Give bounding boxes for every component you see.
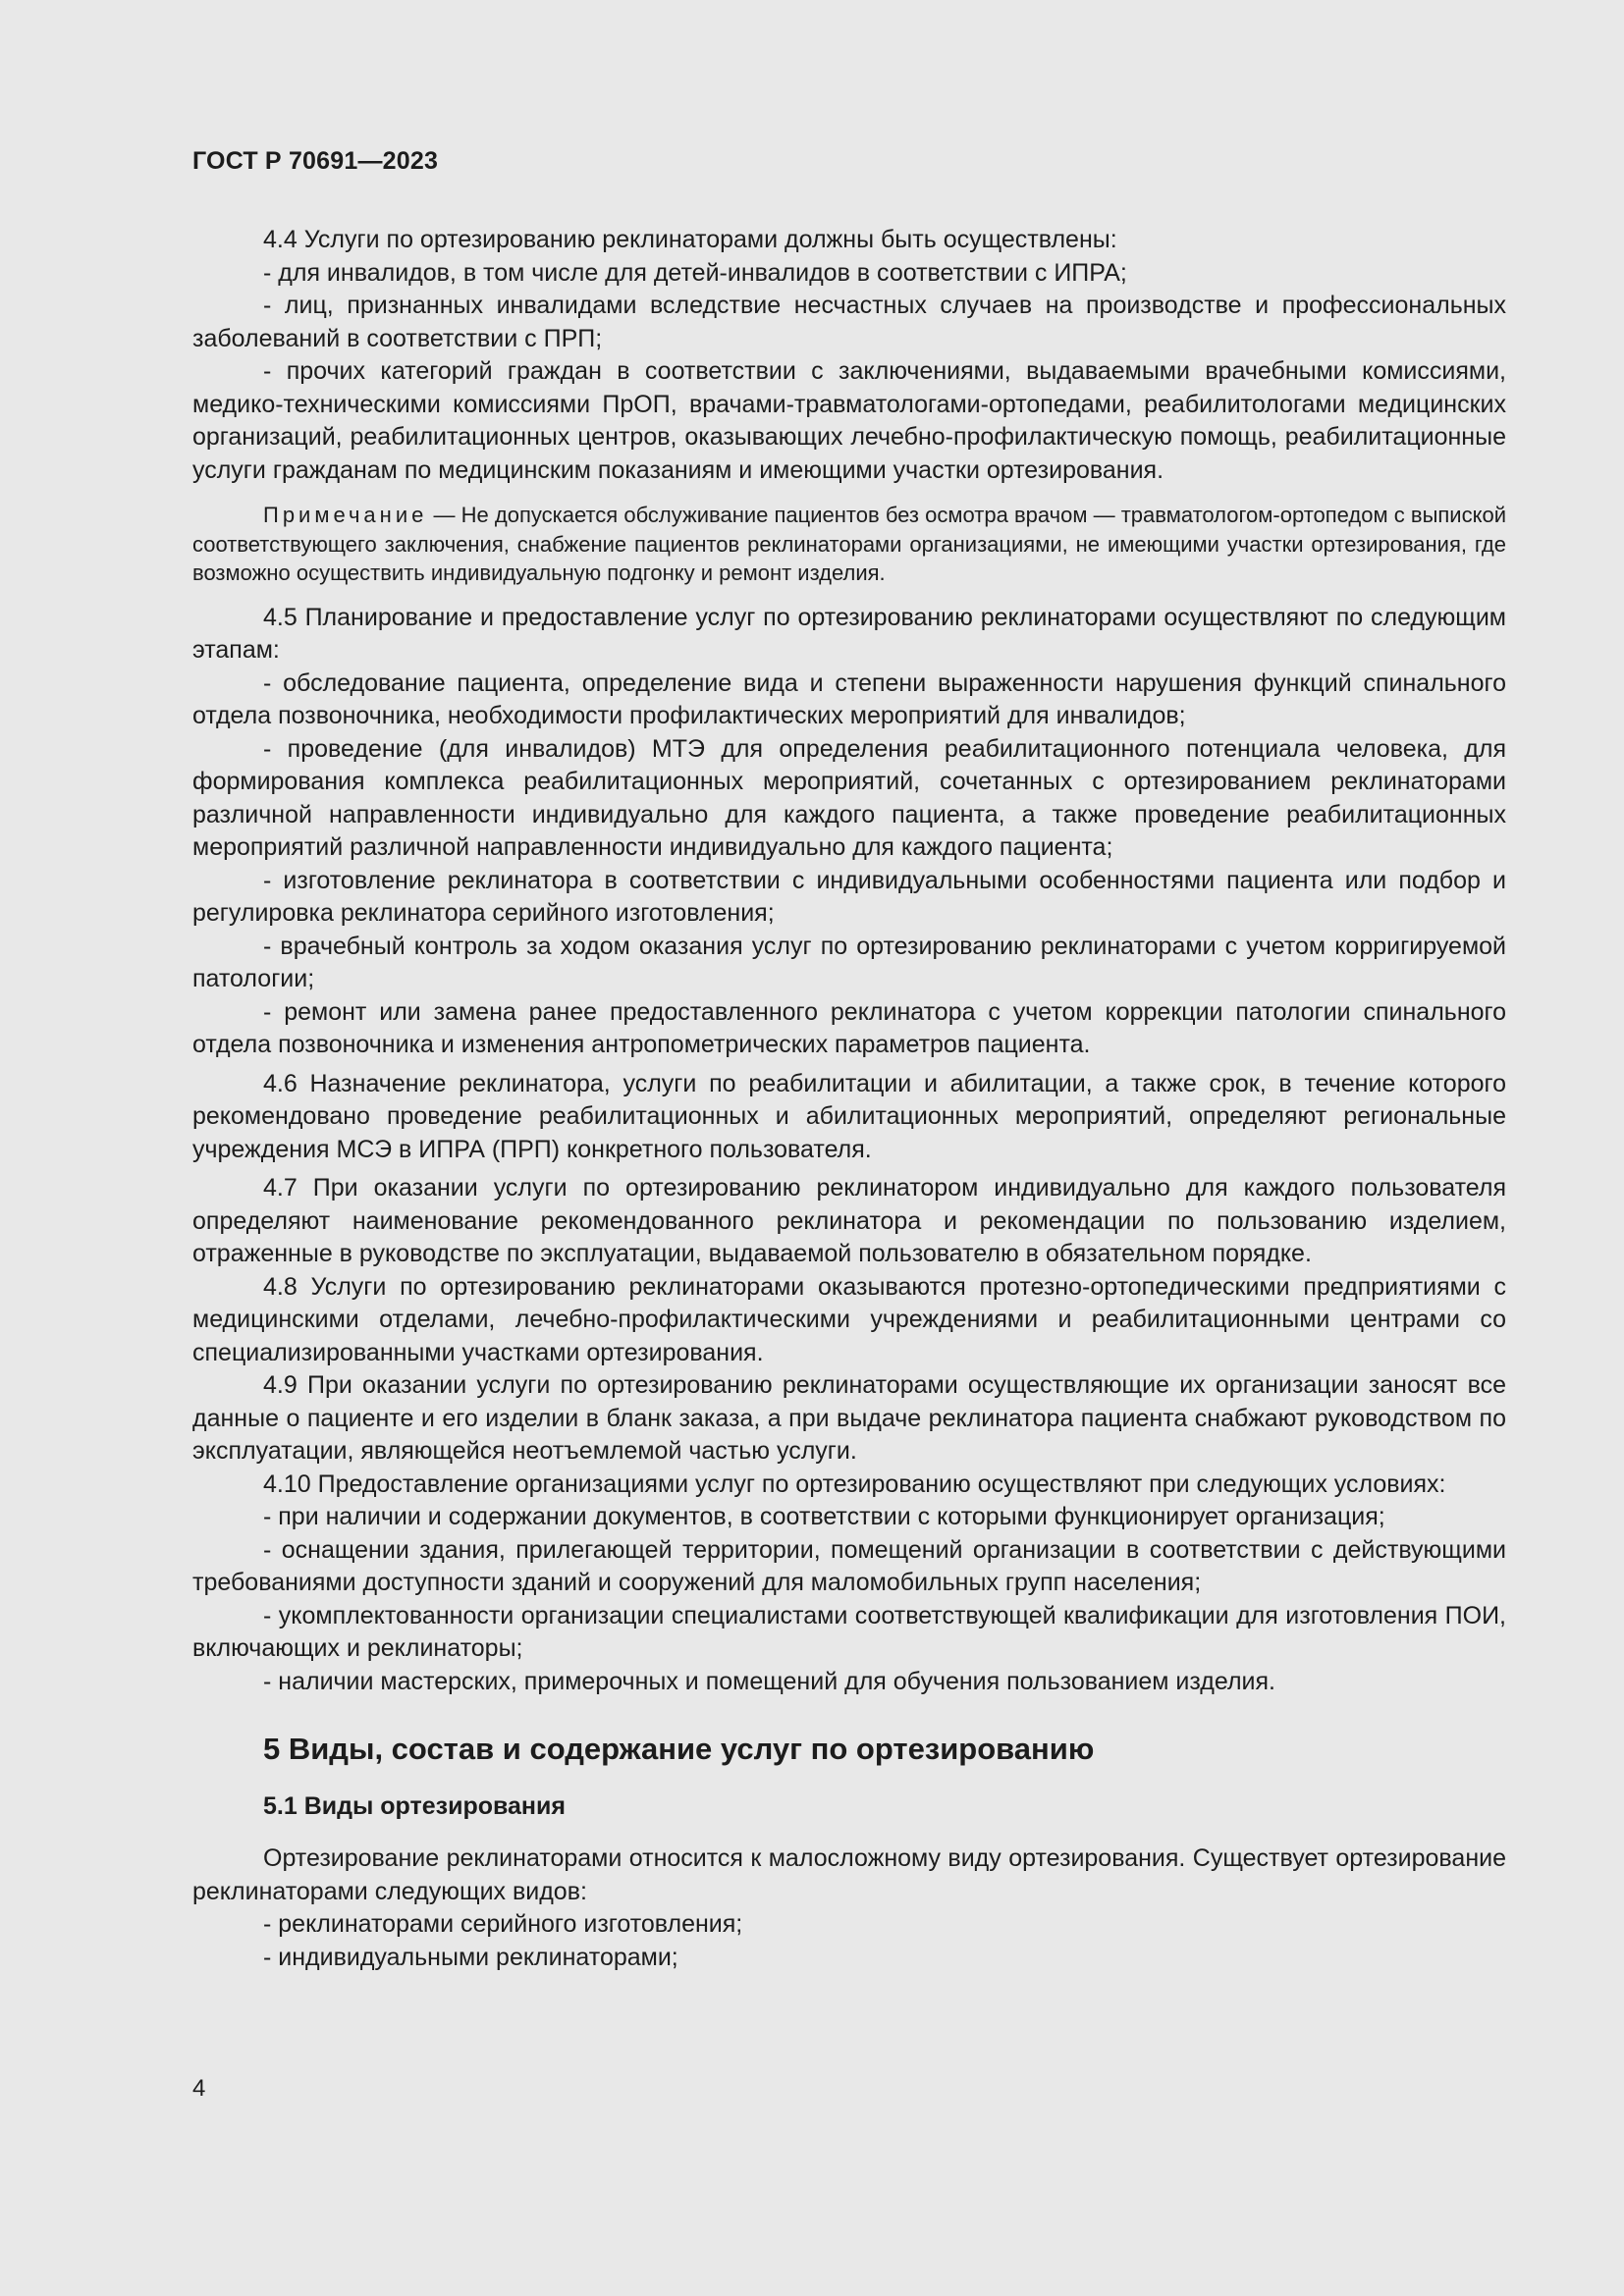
paragraph-4-8: 4.8 Услуги по ортезированию реклинаторами оказываются протезно-ортопедическими предприятиями с медицинскими отделами, лечебно-профилактическими учреждениями и реабилитационными центрами со специализированными участками ортезирования. [192, 1272, 1506, 1366]
list-item: - для инвалидов, в том числе для детей-инвалидов в соответствии с ИПРА; [263, 258, 1127, 287]
list-item: - проведение (для инвалидов) МТЭ для определения реабилитационного потенциала человека, для формирования комплекса реабилитационных мероприятий, сочетанных с ортезированием реклинаторами различной направленности индивидуально для каждого пациента, а также проведение реабилитационных мероприятий различной направленности индивидуально для каждого пациента; [192, 734, 1506, 861]
paragraph-4-4: 4.4 Услуги по ортезированию реклинаторами должны быть осуществлены: [263, 226, 1117, 253]
list-item: - изготовление реклинатора в соответствии с индивидуальными особенностями пациента или подбор и регулировка реклинатора серийного изготовления; [192, 866, 1506, 927]
list-item: - обследование пациента, определение вида и степени выраженности нарушения функций спинального отдела позвоночника, необходимости профилактических мероприятий для инвалидов; [192, 668, 1506, 729]
list-item: - врачебный контроль за ходом оказания услуг по ортезированию реклинаторами с учетом корригируемой патологии; [192, 932, 1506, 992]
section-5-title: 5 Виды, состав и содержание услуг по ортезированию [263, 1732, 1095, 1766]
page-number: 4 [192, 2075, 206, 2102]
list-item: - оснащении здания, прилегающей территории, помещений организации в соответствии с действующими требованиями доступности зданий и сооружений для маломобильных групп населения; [192, 1535, 1506, 1596]
list-item: - лиц, признанных инвалидами вследствие несчастных случаев на производстве и профессиональных заболеваний в соответствии с ПРП; [192, 292, 1506, 352]
paragraph-4-7: 4.7 При оказании услуги по ортезированию реклинатором индивидуально для каждого пользователя определяют наименование рекомендованного реклинатора и рекомендации по пользованию изделием, отраженные в руководстве по эксплуатации, выдаваемой пользователю в обязательном порядке. [192, 1174, 1506, 1267]
list-item: - укомплектованности организации специалистами соответствующей квалификации для изготовления ПОИ, включающих и реклинаторы; [192, 1601, 1506, 1662]
note-block [192, 501, 1506, 588]
list-item: - при наличии и содержании документов, в соответствии с которыми функционирует организация; [263, 1503, 1385, 1530]
paragraph-4-9: 4.9 При оказании услуги по ортезированию реклинаторами осуществляющие их организации заносят все данные о пациенте и его изделии в бланк заказа, а при выдаче реклинатора пациента снабжают руководством по эксплуатации, являющейся неотъемлемой частью услуги. [192, 1371, 1506, 1465]
list-item: - прочих категорий граждан в соответствии с заключениями, выдаваемыми врачебными комиссиями, медико-техническими комиссиями ПрОП, врачами-травматологами-ортопедами, реабилитологами медицинских организаций, реабилитационных центров, оказывающих лечебно-профилактическую помощь, реабилитационные услуги гражданам по медицинским показаниям и имеющими участки ортезирования. [192, 357, 1506, 484]
document-body [192, 224, 1506, 1974]
paragraph-5-1: Ортезирование реклинаторами относится к малосложному виду ортезирования. Существует ортезирование реклинаторами следующих видов: [192, 1844, 1506, 1905]
list-item: - наличии мастерских, примерочных и помещений для обучения пользованием изделия. [263, 1667, 1276, 1695]
list-item: - ремонт или замена ранее предоставленного реклинатора с учетом коррекции патологии спинального отдела позвоночника и изменения антропометрических параметров пациента. [192, 997, 1506, 1058]
paragraph-4-6: 4.6 Назначение реклинатора, услуги по реабилитации и абилитации, а также срок, в течение которого рекомендовано проведение реабилитационных и абилитационных мероприятий, определяют региональные учреждения МСЭ в ИПРА (ПРП) конкретного пользователя. [192, 1069, 1506, 1163]
list-item: - индивидуальными реклинаторами; [263, 1943, 678, 1971]
note-label: Примечание [263, 503, 428, 527]
paragraph-4-5: 4.5 Планирование и предоставление услуг по ортезированию реклинаторами осуществляют по следующим этапам: [192, 603, 1506, 664]
subsection-5-1-title: 5.1 Виды ортезирования [263, 1792, 566, 1820]
paragraph-4-10: 4.10 Предоставление организациями услуг по ортезированию осуществляют при следующих условиях: [263, 1469, 1446, 1498]
list-item: - реклинаторами серийного изготовления; [263, 1910, 743, 1938]
note-text: — Не допускается обслуживание пациентов без осмотра врачом — травматологом-ортопедом с выпиской соответствующего заключения, снабжение пациентов реклинаторами организациями, не имеющими участки ортезирования, где возможно осуществить индивидуальную подгонку и ремонт изделия. [192, 503, 1506, 585]
document-header: ГОСТ Р 70691—2023 [192, 147, 439, 175]
